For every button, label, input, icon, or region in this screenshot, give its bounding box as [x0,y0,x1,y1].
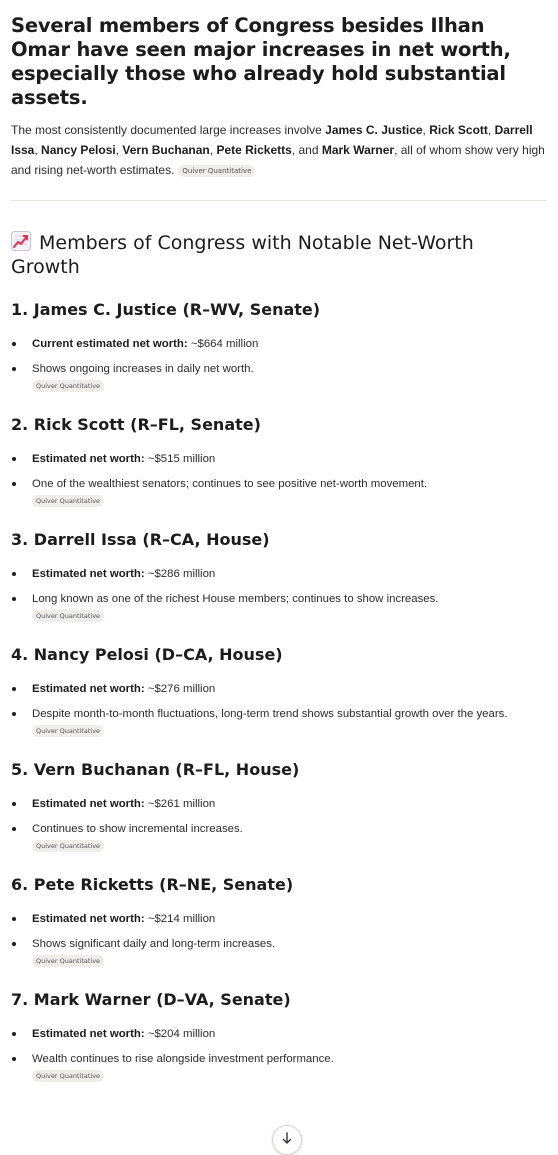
intro-separator: , [209,143,217,157]
arrow-down-icon [282,1132,292,1144]
note-text: Continues to show incremental increases. [32,823,243,835]
intro-paragraph [11,120,547,180]
net-worth-label: Estimated net worth: [32,913,145,925]
net-worth-value: ~$204 million [144,1028,216,1040]
member-details [11,794,547,839]
scroll-down-button[interactable] [272,1125,302,1155]
net-worth-label: Estimated net worth: [32,1028,145,1040]
member-heading: 7. Mark Warner (D–VA, Senate) [11,990,291,1009]
note-item [11,819,547,839]
intro-separator: , [115,143,123,157]
note-item [11,589,547,609]
net-worth-value: ~$515 million [144,453,216,465]
response-content [0,14,558,1082]
member-details [11,449,547,494]
member-details [11,909,547,954]
note-text: One of the wealthiest senators; continues to see positive net-worth movement. [32,478,428,490]
note-item [11,704,547,724]
note-text: Shows ongoing increases in daily net worth. [32,363,254,375]
source-citation-chip[interactable]: Quiver Quantitative [32,380,104,392]
member-heading: 2. Rick Scott (R–FL, Senate) [11,415,261,434]
net-worth-label: Estimated net worth: [32,453,145,465]
net-worth-value: ~$286 million [144,568,216,580]
net-worth-item [11,449,547,469]
member-item [11,300,547,392]
intro-name: Nancy Pelosi [41,143,116,157]
source-citation-chip[interactable]: Quiver Quantitative [32,1070,104,1082]
note-text: Wealth continues to rise alongside investment performance. [32,1053,334,1065]
member-details [11,564,547,609]
member-heading: 6. Pete Ricketts (R–NE, Senate) [11,875,294,894]
member-item [11,990,547,1082]
note-text: Despite month-to-month fluctuations, long-term trend shows substantial growth over the years. [32,708,508,720]
note-item [11,1049,547,1069]
intro-name: Mark Warner [321,143,395,157]
intro-text: The most consistently documented large increases involve [11,123,326,137]
member-heading: 4. Nancy Pelosi (D–CA, House) [11,645,283,664]
member-item [11,415,547,507]
member-item [11,760,547,852]
member-details [11,334,547,379]
member-item [11,530,547,622]
intro-name: James C. Justice [325,123,423,137]
source-citation-chip[interactable]: Quiver Quantitative [32,840,104,852]
intro-name: Rick Scott [429,123,488,137]
intro-separator: , [34,143,42,157]
section-title [11,231,547,279]
net-worth-value: ~$276 million [144,683,216,695]
net-worth-item [11,1024,547,1044]
net-worth-item [11,564,547,584]
response-headline: Several members of Congress besides Ilhan Omar have seen major increases in net worth, especially those who already hold substantial assets. [11,14,511,109]
source-citation-chip[interactable]: Quiver Quantitative [32,495,104,507]
net-worth-label: Estimated net worth: [32,568,145,580]
intro-text: , all of whom show very high and rising net-worth estimates. [11,143,545,177]
note-text: Long known as one of the richest House members; continues to show increases. [32,593,439,605]
net-worth-item [11,909,547,929]
members-list [11,300,547,1082]
intro-separator: , [487,123,495,137]
intro-name: Vern Buchanan [122,143,210,157]
note-item [11,474,547,494]
note-item [11,359,547,379]
member-heading: 1. James C. Justice (R–WV, Senate) [11,300,321,319]
source-citation-chip[interactable]: Quiver Quantitative [178,165,255,177]
net-worth-label: Estimated net worth: [32,683,145,695]
net-worth-item [11,679,547,699]
member-heading: 3. Darrell Issa (R–CA, House) [11,530,270,549]
net-worth-label: Estimated net worth: [32,798,145,810]
net-worth-label: Current estimated net worth: [32,338,188,350]
source-citation-chip[interactable]: Quiver Quantitative [32,955,104,967]
member-details [11,679,547,724]
chart-increasing-icon [11,231,31,251]
net-worth-item [11,334,547,354]
note-item [11,934,547,954]
net-worth-value: ~$214 million [144,913,216,925]
section-title-text: Members of Congress with Notable Net-Worth Growth [11,232,474,278]
note-text: Shows significant daily and long-term increases. [32,938,276,950]
net-worth-value: ~$664 million [187,338,259,350]
source-citation-chip[interactable]: Quiver Quantitative [32,725,104,737]
intro-separator: , and [291,143,322,157]
intro-separator: , [422,123,430,137]
member-item [11,645,547,737]
intro-name: Pete Ricketts [216,143,292,157]
intro-name: Darrell Issa [11,123,533,157]
section-divider [11,200,547,201]
net-worth-value: ~$261 million [144,798,216,810]
member-heading: 5. Vern Buchanan (R–FL, House) [11,760,300,779]
source-citation-chip[interactable]: Quiver Quantitative [32,610,104,622]
member-item [11,875,547,967]
member-details [11,1024,547,1069]
net-worth-item [11,794,547,814]
